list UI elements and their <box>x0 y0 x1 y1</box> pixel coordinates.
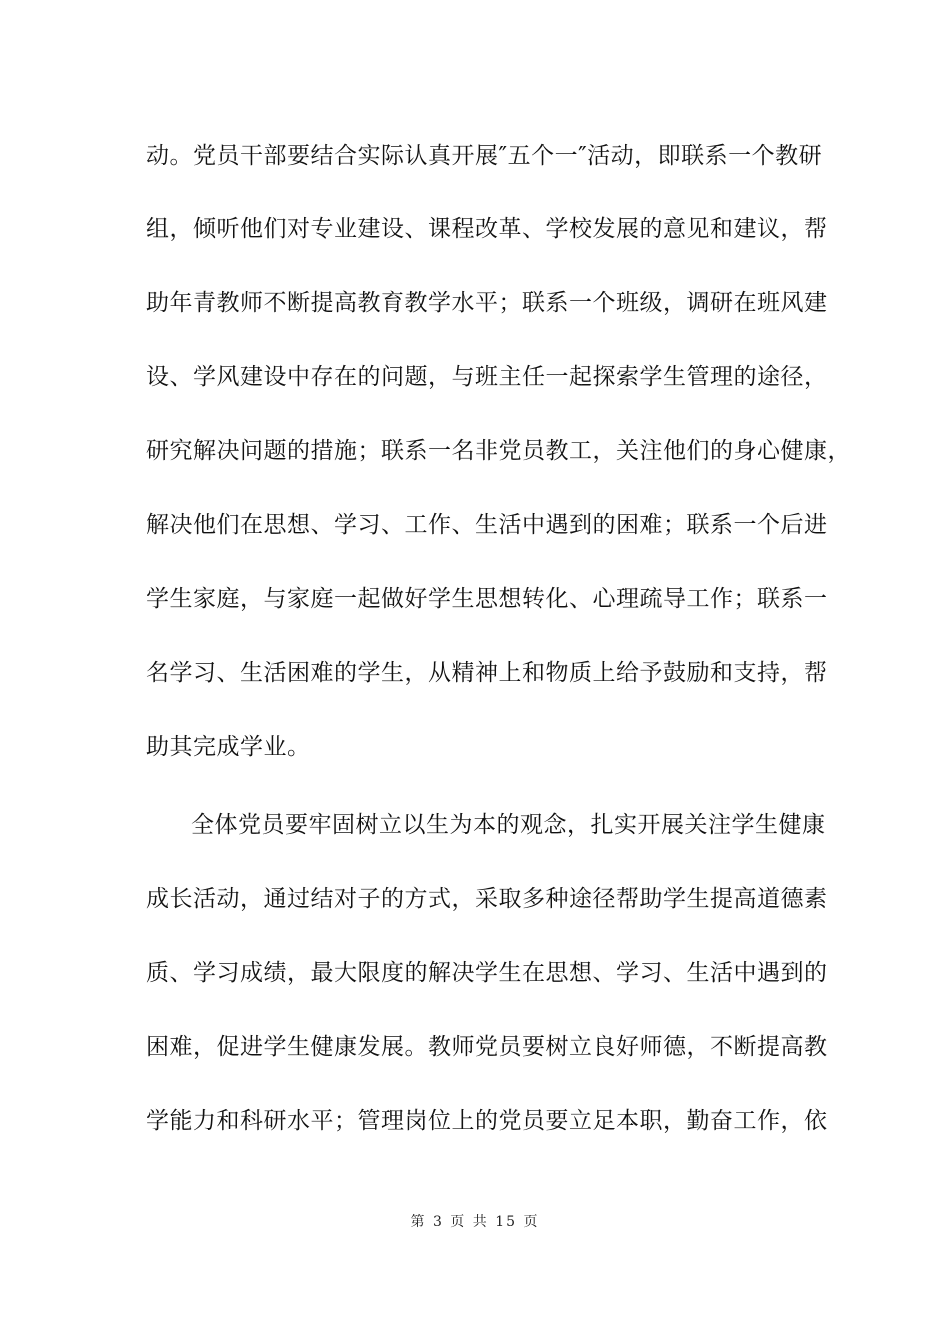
paragraph-1-line-2: 组，倾听他们对专业建设、课程改革、学校发展的意见和建议，帮 <box>146 216 828 242</box>
paragraph-1-line-7: 学生家庭，与家庭一起做好学生思想转化、心理疏导工作；联系一 <box>146 586 828 612</box>
paragraph-1-line-6: 解决他们在思想、学习、工作、生活中遇到的困难；联系一个后进 <box>146 512 828 538</box>
paragraph-2-line-4: 困难，促进学生健康发展。教师党员要树立良好师德，不断提高教 <box>146 1034 828 1060</box>
paragraph-1-line-5: 研究解决问题的措施；联系一名非党员教工，关注他们的身心健康， <box>146 438 851 464</box>
page-number-footer: 第 3 页 共 15 页 <box>410 1214 540 1230</box>
paragraph-2-line-3: 质、学习成绩，最大限度的解决学生在思想、学习、生活中遇到的 <box>146 960 828 986</box>
paragraph-2-line-2: 成长活动，通过结对子的方式，采取多种途径帮助学生提高道德素 <box>146 886 828 912</box>
paragraph-2-line-1: 全体党员要牢固树立以生为本的观念，扎实开展关注学生健康 <box>191 812 826 838</box>
paragraph-1-line-1: 动。党员干部要结合实际认真开展″五个一″活动，即联系一个教研 <box>146 143 823 169</box>
paragraph-1-line-4: 设、学风建设中存在的问题，与班主任一起探索学生管理的途径， <box>146 364 828 390</box>
paragraph-1-line-8: 名学习、生活困难的学生，从精神上和物质上给予鼓励和支持，帮 <box>146 660 828 686</box>
paragraph-1-line-3: 助年青教师不断提高教育教学水平；联系一个班级，调研在班风建 <box>146 290 828 316</box>
paragraph-1-line-9: 助其完成学业。 <box>146 734 311 760</box>
paragraph-2-line-5: 学能力和科研水平；管理岗位上的党员要立足本职，勤奋工作，依 <box>146 1108 828 1134</box>
